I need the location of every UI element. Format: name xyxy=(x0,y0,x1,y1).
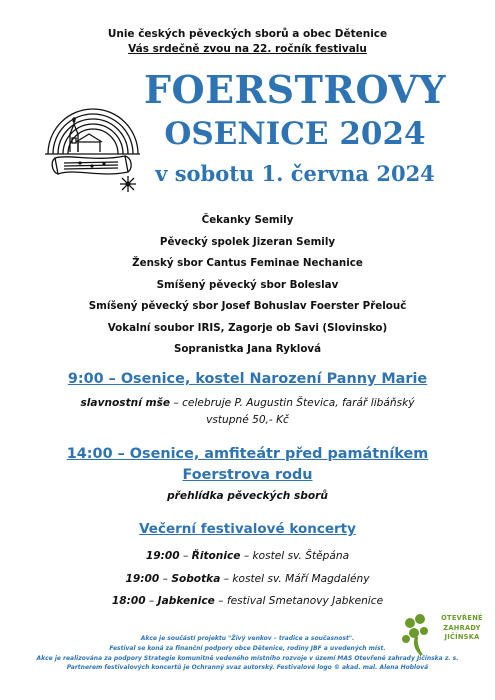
concert-item: 19:00 – Řitonice – kostel sv. Štěpána xyxy=(145,550,350,562)
event-amphitheatre-title xyxy=(0,444,495,486)
footer-line: Akce je součástí projektu "Živý venkov – tradice a současnost". xyxy=(140,635,355,642)
footer-line: Partnerem festivalových koncertů je Ochranný svaz autorský. Festivalové logo © akad. mal. Alena Hoblová xyxy=(66,664,429,672)
concert-item: 19:00 – Sobotka – kostel sv. Máří Magdalény xyxy=(125,572,370,585)
choir-item: Ženský sbor Cantus Feminae Nechanice xyxy=(132,257,363,269)
choir-list xyxy=(0,210,495,361)
concert-item: 18:00 – Jabkenice – festival Smetanovy Jabkenice xyxy=(111,595,384,607)
partner-logo-text: OTEVŘENÉ ZAHRADY JIČÍNSKA xyxy=(441,614,483,641)
footer-line: Festival se koná za finanční podpory obce Dětenice, rodiny JBF a uvedených míst. xyxy=(109,644,386,652)
festival-title-line1: FOERSTROVY xyxy=(144,67,446,112)
choir-item: Pěvecký spolek Jizeran Semily xyxy=(159,235,336,248)
festival-title-line2: OSENICE 2024 xyxy=(164,116,426,152)
festival-date: v sobotu 1. června 2024 xyxy=(155,161,435,186)
footer-line: Akce je realizována za podpory Strategie komunitně vedeného místního rozvoje v území MAS Otevřené zahrady Jičínska z. s. xyxy=(36,654,459,662)
invitation-line: Vás srdečně zvou na 22. ročník festivalu xyxy=(128,43,367,55)
event-mass-celebrant: – celebruje P. Augustin Števica, farář libáňský xyxy=(170,397,415,409)
event-mass-description xyxy=(40,395,455,429)
event-mass-title: 9:00 – Osenice, kostel Narození Panny Marie xyxy=(67,371,428,387)
event-amphitheatre-title-line1: 14:00 – Osenice, amfiteátr před památníkem xyxy=(66,446,429,462)
choir-item: Smíšený pěvecký sbor Boleslav xyxy=(156,278,339,291)
event-mass-label: slavnostní mše xyxy=(80,397,171,409)
evening-concerts-list xyxy=(0,545,495,613)
footer-notes xyxy=(0,634,495,673)
choir-item: Čekanky Semily xyxy=(201,214,294,226)
choir-item: Smíšený pěvecký sbor Josef Bohuslav Foerster Přelouč xyxy=(88,300,407,312)
event-mass-admission: vstupné 50,- Kč xyxy=(206,414,289,426)
choir-item: Sopranistka Jana Ryklová xyxy=(173,343,322,355)
event-amphitheatre-title-line2: Foerstrova rodu xyxy=(182,467,313,483)
event-amphitheatre-description: přehlídka pěveckých sborů xyxy=(167,490,328,502)
organizer-line: Unie českých pěveckých sborů a obec Dětenice xyxy=(107,28,388,40)
choir-item: Vokalní soubor IRIS, Zagorje ob Savi (Slovinsko) xyxy=(107,321,388,334)
header xyxy=(0,27,495,57)
evening-concerts-title: Večerní festivalové koncerty xyxy=(139,521,356,537)
